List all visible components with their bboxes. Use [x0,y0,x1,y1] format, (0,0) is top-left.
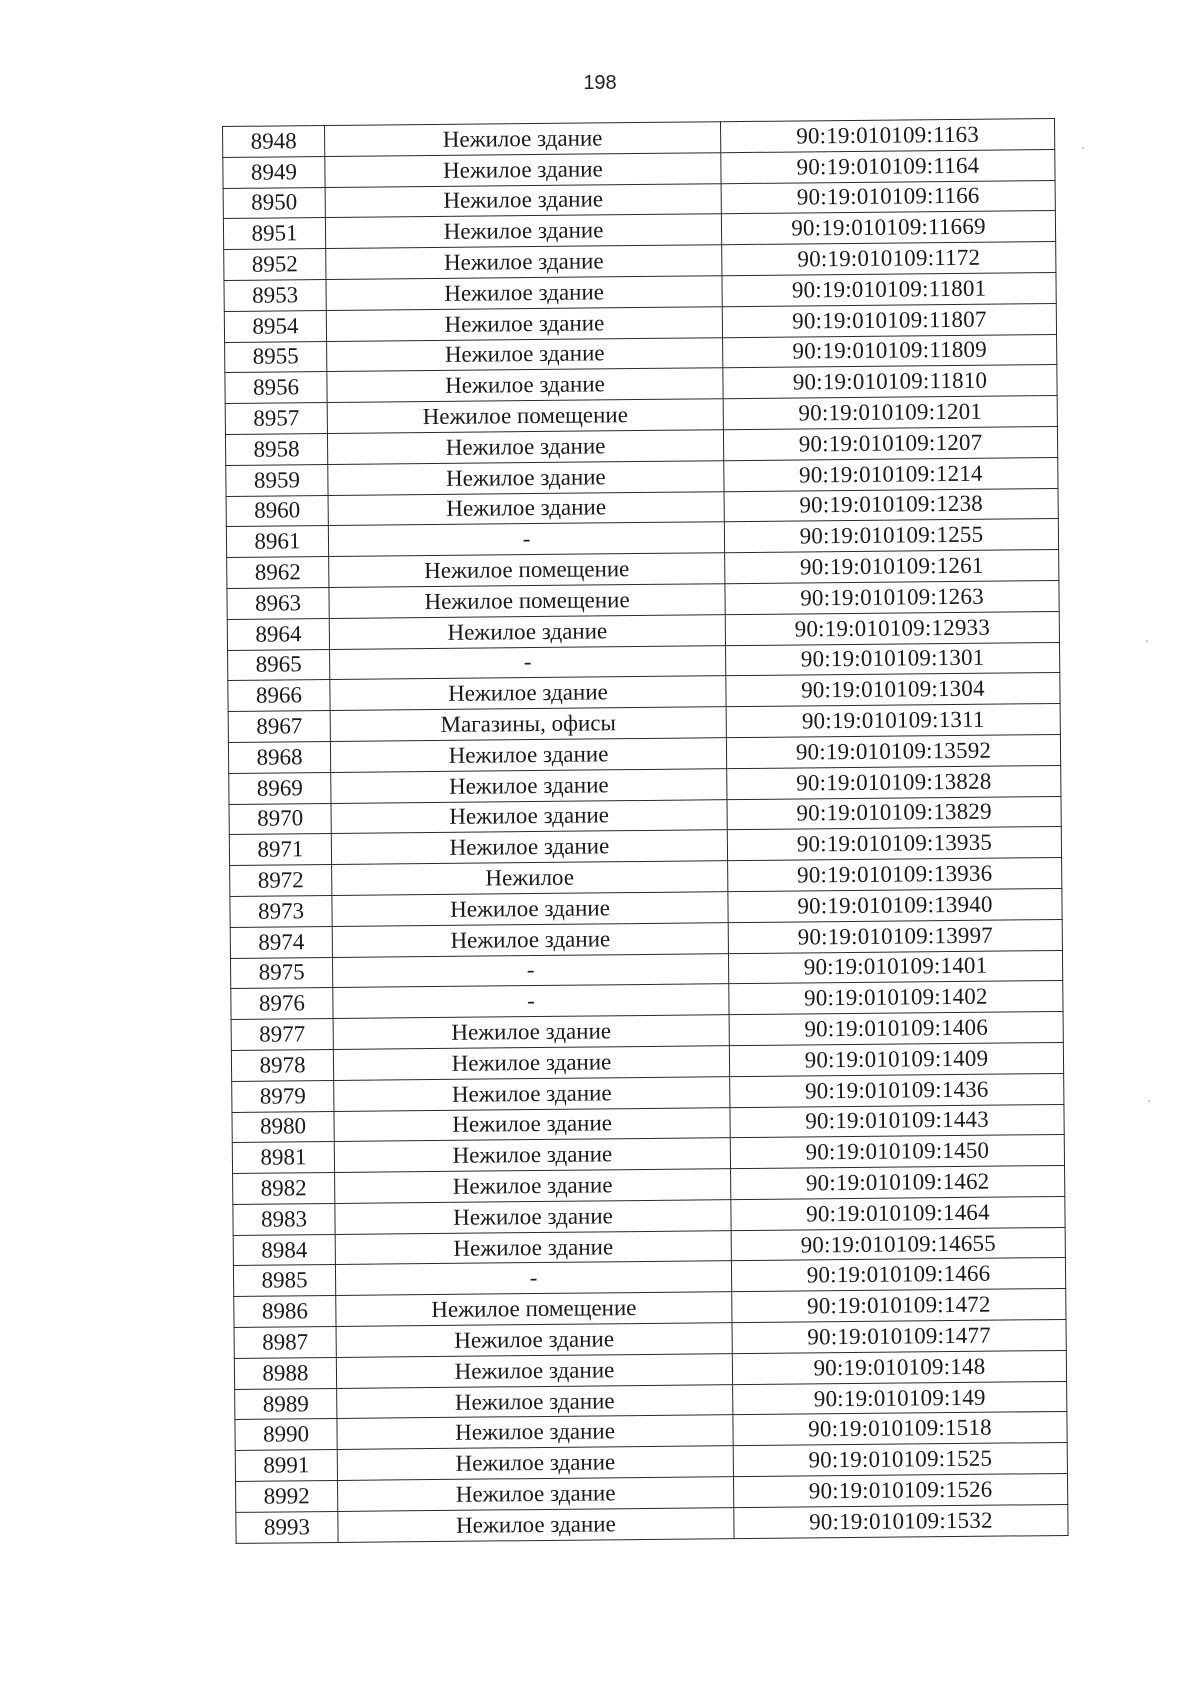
row-number-cell: 8978 [231,1049,333,1081]
cadastral-number-cell: 90:19:010109:1201 [723,396,1057,430]
cadastral-number-cell: 90:19:010109:1462 [731,1166,1065,1200]
row-number-cell: 8982 [233,1173,335,1205]
page-number: 198 [583,72,617,94]
cadastral-number-cell: 90:19:010109:1263 [725,580,1059,614]
property-type-cell: Нежилое здание [335,1200,731,1235]
cadastral-number-cell: 90:19:010109:11809 [723,334,1057,368]
property-type-cell: Нежилое здание [325,214,721,249]
cadastral-number-cell: 90:19:010109:11807 [722,303,1056,337]
cadastral-number-cell: 90:19:010109:13936 [728,858,1062,892]
row-number-cell: 8964 [227,618,329,650]
property-type-cell: Нежилое здание [327,337,723,372]
property-type-cell: Нежилое [332,861,728,896]
row-number-cell: 8970 [229,803,331,835]
row-number-cell: 8983 [233,1203,335,1235]
property-type-cell: Нежилое помещение [327,399,723,434]
cadastral-number-cell: 90:19:010109:12933 [725,611,1059,645]
property-type-cell: - [330,645,726,680]
property-type-cell: Нежилое здание [330,676,726,711]
cadastral-number-cell: 90:19:010109:13997 [728,919,1062,953]
table-body [223,119,1069,1544]
row-number-cell: 8952 [224,249,326,281]
property-type-cell: Нежилое помещение [336,1292,732,1327]
row-number-cell: 8948 [223,126,325,158]
row-number-cell: 8989 [235,1388,337,1420]
property-type-cell: Нежилое здание [338,1477,734,1512]
property-type-cell: Нежилое здание [327,430,723,465]
cadastral-number-cell: 90:19:010109:1477 [732,1320,1066,1354]
cadastral-number-cell: 90:19:010109:11801 [722,272,1056,306]
property-type-cell: Нежилое здание [326,245,722,280]
cadastral-number-cell: 90:19:010109:149 [733,1381,1067,1415]
property-type-cell: Нежилое здание [331,768,727,803]
cadastral-number-cell: 90:19:010109:1518 [733,1412,1067,1446]
property-type-cell: Нежилое здание [337,1415,733,1450]
property-type-cell: Нежилое здание [325,122,721,157]
property-type-cell: - [335,1261,731,1296]
cadastral-number-cell: 90:19:010109:1406 [729,1012,1063,1046]
cadastral-number-cell: 90:19:010109:1207 [723,426,1057,460]
property-type-cell: Нежилое здание [334,1076,730,1111]
row-number-cell: 8975 [230,957,332,989]
property-type-cell: - [333,984,729,1019]
property-type-cell: Нежилое здание [325,153,721,188]
row-number-cell: 8949 [223,156,325,188]
cadastral-number-cell: 90:19:010109:1163 [720,119,1054,153]
row-number-cell: 8986 [234,1296,336,1328]
property-type-cell: Нежилое здание [330,738,726,773]
row-number-cell: 8976 [231,988,333,1020]
row-number-cell: 8968 [228,741,330,773]
row-number-cell: 8987 [234,1327,336,1359]
row-number-cell: 8955 [225,341,327,373]
row-number-cell: 8973 [230,895,332,927]
cadastral-number-cell: 90:19:010109:1164 [721,149,1055,183]
row-number-cell: 8962 [227,557,329,589]
row-number-cell: 8953 [224,279,326,311]
row-number-cell: 8956 [225,372,327,404]
cadastral-number-cell: 90:19:010109:1464 [731,1196,1065,1230]
scan-speck [1148,1100,1150,1102]
row-number-cell: 8974 [230,926,332,958]
property-type-cell: Нежилое здание [326,306,722,341]
row-number-cell: 8992 [236,1481,338,1513]
property-type-cell: Нежилое здание [329,614,725,649]
cadastral-number-cell: 90:19:010109:1166 [721,180,1055,214]
property-type-cell: Нежилое здание [331,830,727,865]
property-type-cell: Нежилое здание [334,1138,730,1173]
property-type-cell: Нежилое помещение [329,553,725,588]
row-number-cell: 8990 [235,1419,337,1451]
cadastral-number-cell: 90:19:010109:13940 [728,888,1062,922]
property-type-cell: Нежилое здание [335,1169,731,1204]
cadastral-number-cell: 90:19:010109:148 [732,1350,1066,1384]
row-number-cell: 8950 [223,187,325,219]
row-number-cell: 8951 [223,218,325,250]
property-type-cell: Нежилое здание [325,183,721,218]
property-type-cell: Нежилое здание [336,1323,732,1358]
cadastral-number-cell: 90:19:010109:1261 [725,550,1059,584]
scan-speck [1082,147,1084,149]
cadastral-number-cell: 90:19:010109:1304 [726,673,1060,707]
property-type-cell: Нежилое здание [327,368,723,403]
property-type-cell: Нежилое здание [333,1015,729,1050]
row-number-cell: 8972 [230,865,332,897]
cadastral-number-cell: 90:19:010109:1526 [733,1474,1067,1508]
row-number-cell: 8979 [232,1080,334,1112]
row-number-cell: 8959 [226,464,328,496]
property-type-cell: Нежилое здание [332,922,728,957]
row-number-cell: 8960 [226,495,328,527]
cadastral-number-cell: 90:19:010109:11810 [723,365,1057,399]
row-number-cell: 8954 [224,310,326,342]
property-type-cell: Нежилое здание [335,1230,731,1265]
cadastral-number-cell: 90:19:010109:1172 [722,242,1056,276]
property-type-cell: - [328,522,724,557]
row-number-cell: 8988 [234,1357,336,1389]
row-number-cell: 8977 [231,1019,333,1051]
table-row [236,1504,1068,1543]
property-type-cell: Нежилое здание [328,460,724,495]
cadastral-number-cell: 90:19:010109:1311 [726,704,1060,738]
cadastral-number-cell: 90:19:010109:1472 [732,1289,1066,1323]
cadastral-number-cell: 90:19:010109:14655 [731,1227,1065,1261]
cadastral-number-cell: 90:19:010109:13935 [727,827,1061,861]
cadastral-number-cell: 90:19:010109:1214 [724,457,1058,491]
row-number-cell: 8980 [232,1111,334,1143]
scan-speck [1146,640,1148,642]
property-type-cell: Нежилое здание [332,892,728,927]
property-type-cell: Магазины, офисы [330,707,726,742]
row-number-cell: 8981 [232,1142,334,1174]
property-type-cell: Нежилое здание [336,1354,732,1389]
cadastral-number-cell: 90:19:010109:1409 [729,1042,1063,1076]
cadastral-number-cell: 90:19:010109:1238 [724,488,1058,522]
cadastral-number-cell: 90:19:010109:1401 [728,950,1062,984]
property-type-cell: Нежилое здание [328,491,724,526]
cadastral-number-cell: 90:19:010109:1255 [724,519,1058,553]
property-type-cell: Нежилое здание [331,799,727,834]
property-type-cell: - [332,953,728,988]
row-number-cell: 8993 [236,1511,338,1543]
cadastral-number-cell: 90:19:010109:1301 [726,642,1060,676]
cadastral-number-cell: 90:19:010109:1436 [730,1073,1064,1107]
property-type-cell: Нежилое здание [337,1446,733,1481]
property-type-cell: Нежилое здание [338,1508,734,1543]
row-number-cell: 8957 [225,403,327,435]
property-type-cell: Нежилое здание [326,276,722,311]
row-number-cell: 8985 [233,1265,335,1297]
property-type-cell: Нежилое здание [334,1107,730,1142]
row-number-cell: 8963 [227,587,329,619]
property-type-cell: Нежилое помещение [329,584,725,619]
row-number-cell: 8971 [229,834,331,866]
row-number-cell: 8958 [225,433,327,465]
property-registry-table [222,118,1069,1544]
cadastral-number-cell: 90:19:010109:1402 [729,981,1063,1015]
row-number-cell: 8969 [229,772,331,804]
cadastral-number-cell: 90:19:010109:1525 [733,1443,1067,1477]
row-number-cell: 8965 [228,649,330,681]
row-number-cell: 8991 [235,1450,337,1482]
row-number-cell: 8966 [228,680,330,712]
row-number-cell: 8984 [233,1234,335,1266]
row-number-cell: 8967 [228,711,330,743]
property-type-cell: Нежилое здание [337,1384,733,1419]
cadastral-number-cell: 90:19:010109:1450 [730,1135,1064,1169]
property-type-cell: Нежилое здание [333,1046,729,1081]
cadastral-number-cell: 90:19:010109:13828 [727,765,1061,799]
cadastral-number-cell: 90:19:010109:1532 [734,1504,1068,1538]
row-number-cell: 8961 [226,526,328,558]
cadastral-number-cell: 90:19:010109:1443 [730,1104,1064,1138]
cadastral-number-cell: 90:19:010109:13829 [727,796,1061,830]
cadastral-number-cell: 90:19:010109:1466 [731,1258,1065,1292]
cadastral-number-cell: 90:19:010109:13592 [726,734,1060,768]
cadastral-number-cell: 90:19:010109:11669 [721,211,1055,245]
